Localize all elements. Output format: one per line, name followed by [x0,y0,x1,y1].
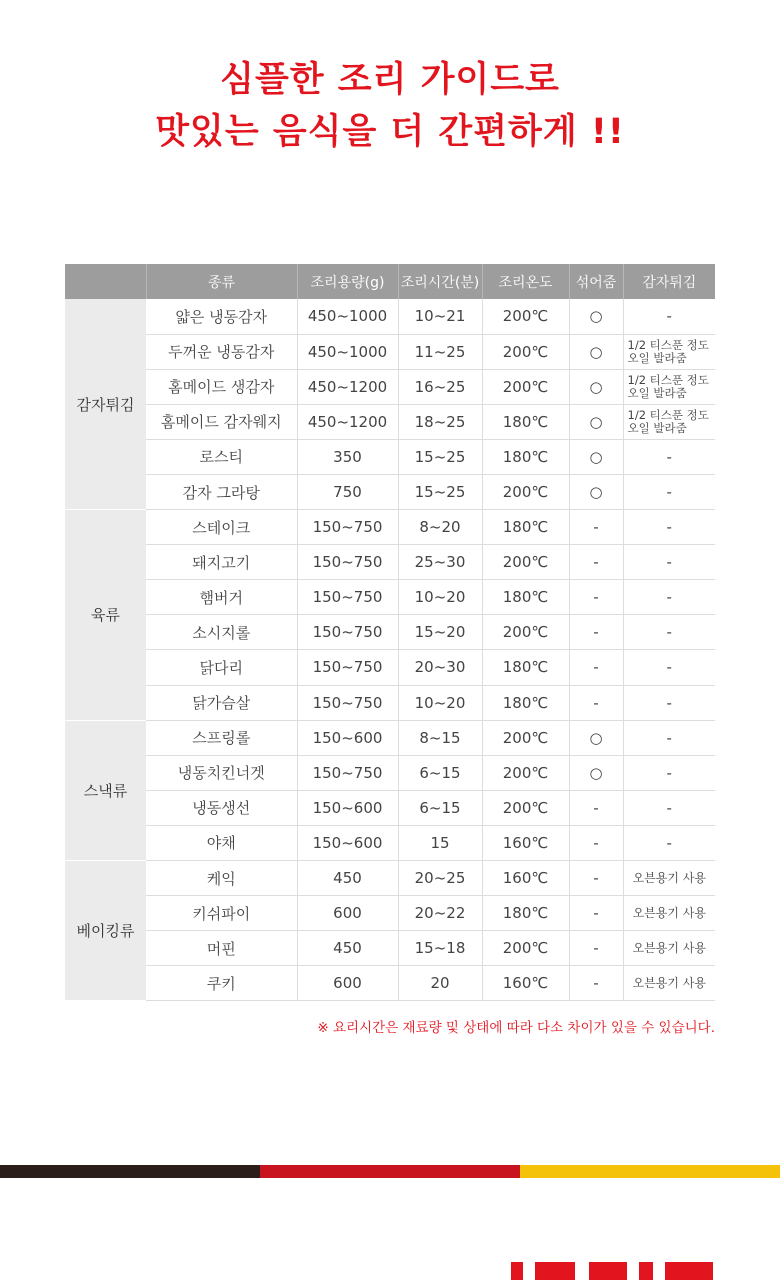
cell-item: 소시지롤 [146,615,297,650]
table-row [65,474,715,509]
cell-amount: 150~750 [297,580,398,615]
cell-amount: 350 [297,439,398,474]
cell-item: 감자 그라탕 [146,474,297,509]
cell-item: 닭다리 [146,650,297,685]
cell-extra: 1/2 티스푼 정도 오일 발라줌 [623,334,715,369]
cell-amount: 450~1000 [297,299,398,334]
header-mix: 섞어줌 [569,264,623,299]
cell-temp: 180℃ [482,685,569,720]
cell-extra: - [623,720,715,755]
cell-extra: - [623,299,715,334]
table-row [65,404,715,439]
cell-mix: - [569,825,623,860]
cell-time: 8~20 [398,510,482,545]
cell-item: 스테이크 [146,510,297,545]
cell-amount: 150~600 [297,825,398,860]
headline-line-2: 맛있는 음식을 더 간편하게 !! [155,112,625,152]
cell-mix: ○ [569,299,623,334]
cell-extra: 오븐용기 사용 [623,896,715,931]
cell-mix: - [569,966,623,1001]
cell-extra: - [623,685,715,720]
cell-temp: 180℃ [482,580,569,615]
cell-amount: 150~750 [297,510,398,545]
table-row [65,861,715,896]
cell-extra: - [623,650,715,685]
table-row [65,790,715,825]
cell-amount: 150~600 [297,720,398,755]
cell-extra: 1/2 티스푼 정도 오일 발라줌 [623,369,715,404]
cell-temp: 180℃ [482,510,569,545]
table-row [65,720,715,755]
cell-amount: 450~1000 [297,334,398,369]
cell-time: 6~15 [398,755,482,790]
category-label: 스낵류 [65,720,146,860]
table-row [65,685,715,720]
cell-amount: 450 [297,931,398,966]
cell-temp: 200℃ [482,474,569,509]
footnote: ※ 요리시간은 재료량 및 상태에 따라 다소 차이가 있을 수 있습니다. [317,1020,715,1036]
cell-time: 8~15 [398,720,482,755]
cell-temp: 200℃ [482,299,569,334]
table-row [65,825,715,860]
cell-mix: - [569,510,623,545]
cell-amount: 600 [297,896,398,931]
cell-extra: - [623,545,715,580]
cell-temp: 200℃ [482,790,569,825]
cell-mix: ○ [569,404,623,439]
table-row [65,931,715,966]
table-row [65,755,715,790]
header-category [65,264,146,299]
cell-temp: 180℃ [482,896,569,931]
cell-time: 11~25 [398,334,482,369]
cell-temp: 200℃ [482,931,569,966]
table-row [65,334,715,369]
header-extra: 감자튀김 [623,264,715,299]
cell-item: 쿠키 [146,966,297,1001]
cell-mix: ○ [569,439,623,474]
cell-temp: 200℃ [482,615,569,650]
cell-temp: 200℃ [482,369,569,404]
cell-time: 15~25 [398,474,482,509]
cell-amount: 150~750 [297,755,398,790]
cell-amount: 600 [297,966,398,1001]
cell-amount: 450~1200 [297,369,398,404]
cell-time: 25~30 [398,545,482,580]
cell-amount: 150~750 [297,685,398,720]
cell-mix: - [569,931,623,966]
cell-mix: ○ [569,755,623,790]
logo-partial-graphic [505,1262,725,1280]
cell-extra: - [623,755,715,790]
table-row [65,439,715,474]
cell-mix: - [569,896,623,931]
header-amount: 조리용량(g) [297,264,398,299]
cell-item: 머핀 [146,931,297,966]
cell-extra: - [623,510,715,545]
cell-time: 20 [398,966,482,1001]
cell-mix: ○ [569,369,623,404]
cell-extra: - [623,615,715,650]
cell-extra: 오븐용기 사용 [623,966,715,1001]
table-row [65,299,715,334]
cell-amount: 150~750 [297,545,398,580]
headline-line-1: 심플한 조리 가이드로 [220,60,560,100]
cell-amount: 750 [297,474,398,509]
cell-amount: 150~600 [297,790,398,825]
cell-time: 20~30 [398,650,482,685]
cell-time: 16~25 [398,369,482,404]
category-label: 베이킹류 [65,861,146,1001]
cell-temp: 180℃ [482,404,569,439]
cell-time: 20~22 [398,896,482,931]
color-bar-yellow [520,1165,780,1178]
cell-temp: 160℃ [482,825,569,860]
cell-amount: 150~750 [297,615,398,650]
cell-time: 10~20 [398,685,482,720]
cell-extra: - [623,474,715,509]
cell-item: 냉동치킨너겟 [146,755,297,790]
table-row [65,650,715,685]
cell-item: 냉동생선 [146,790,297,825]
header-time: 조리시간(분) [398,264,482,299]
cell-item: 닭가슴살 [146,685,297,720]
cell-item: 돼지고기 [146,545,297,580]
cell-amount: 450 [297,861,398,896]
table-row [65,545,715,580]
cell-time: 15~20 [398,615,482,650]
table-header-row [65,264,715,299]
table-row [65,510,715,545]
cell-mix: ○ [569,474,623,509]
cell-time: 20~25 [398,861,482,896]
cell-extra: 오븐용기 사용 [623,931,715,966]
cell-temp: 200℃ [482,545,569,580]
cell-item: 두꺼운 냉동감자 [146,334,297,369]
cell-item: 키쉬파이 [146,896,297,931]
cell-time: 15 [398,825,482,860]
cell-time: 10~21 [398,299,482,334]
table-row [65,966,715,1001]
cell-extra: 1/2 티스푼 정도 오일 발라줌 [623,404,715,439]
cell-mix: - [569,580,623,615]
cell-mix: - [569,861,623,896]
cell-temp: 160℃ [482,861,569,896]
cell-extra: - [623,790,715,825]
cell-mix: ○ [569,334,623,369]
cell-item: 스프링롤 [146,720,297,755]
cell-item: 홈메이드 감자웨지 [146,404,297,439]
header-temp: 조리온도 [482,264,569,299]
cell-item: 홈메이드 생감자 [146,369,297,404]
cell-mix: - [569,615,623,650]
cell-item: 햄버거 [146,580,297,615]
color-bar-red [260,1165,520,1178]
cell-amount: 450~1200 [297,404,398,439]
cell-time: 18~25 [398,404,482,439]
cell-mix: ○ [569,720,623,755]
table-row [65,369,715,404]
cell-temp: 200℃ [482,755,569,790]
category-label: 육류 [65,510,146,721]
cell-extra: - [623,825,715,860]
cell-extra: - [623,580,715,615]
color-bar-dark [0,1165,260,1178]
cell-temp: 180℃ [482,650,569,685]
cell-extra: - [623,439,715,474]
cell-amount: 150~750 [297,650,398,685]
header-type: 종류 [146,264,297,299]
cell-temp: 200℃ [482,334,569,369]
table-row [65,615,715,650]
cell-item: 얇은 냉동감자 [146,299,297,334]
table-row [65,896,715,931]
table-row [65,580,715,615]
cell-mix: - [569,650,623,685]
cell-temp: 160℃ [482,966,569,1001]
cell-temp: 180℃ [482,439,569,474]
cell-temp: 200℃ [482,720,569,755]
cell-mix: - [569,545,623,580]
cell-item: 야채 [146,825,297,860]
cell-time: 6~15 [398,790,482,825]
cell-mix: - [569,685,623,720]
cooking-guide-table [65,264,715,1001]
cell-mix: - [569,790,623,825]
cell-item: 로스티 [146,439,297,474]
cell-time: 15~25 [398,439,482,474]
category-label: 감자튀김 [65,299,146,510]
cell-time: 15~18 [398,931,482,966]
cell-time: 10~20 [398,580,482,615]
cell-item: 케익 [146,861,297,896]
cell-extra: 오븐용기 사용 [623,861,715,896]
